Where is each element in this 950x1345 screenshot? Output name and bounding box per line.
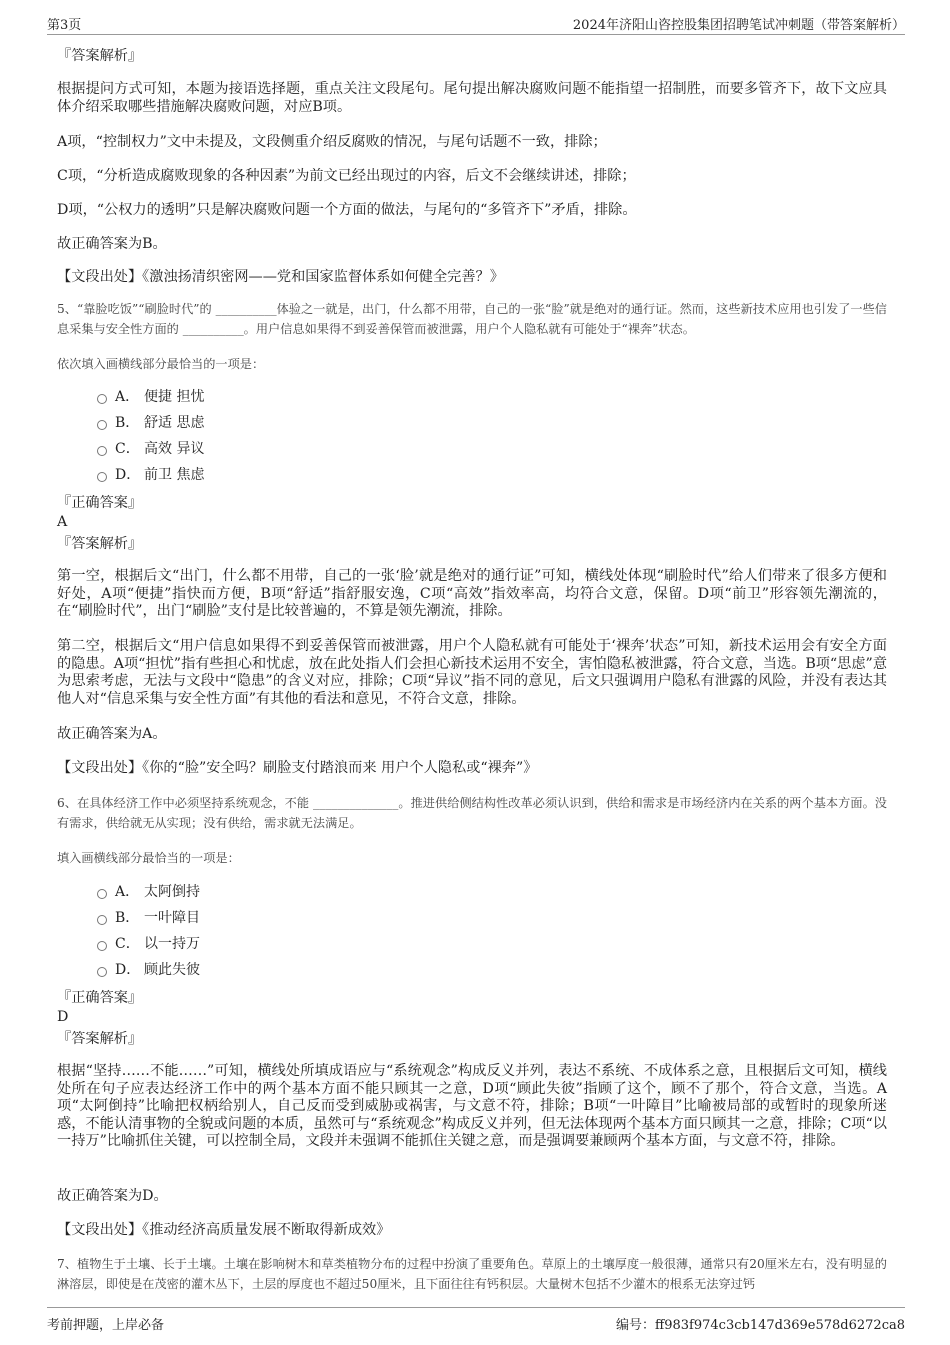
- footer-slogan: 考前押题，上岸必备: [47, 1318, 165, 1333]
- source-citation: 【文段出处】《激浊扬清织密网——党和国家监督体系如何健全完善？》: [57, 269, 504, 285]
- question-stem: 7、植物生于土壤、长于土壤。土壤在影响树木和草类植物分布的过程中扮演了重要角色。草原上的土壤厚度一般很薄，通常只有20厘米左右，没有明显的淋溶层，即使是在茂密的灌木丛下，土层的厚度也不超过50厘米，且下面往往有钙积层。大量树木包括不少灌木的根系无法穿过钙: [57, 1257, 887, 1291]
- options-list: [97, 387, 397, 491]
- option-d[interactable]: D． 前卫 焦虑: [97, 465, 397, 491]
- analysis-paragraph: 第一空，根据后文“出门，什么都不用带，自己的一张‘脸’就是绝对的通行证”可知，横线处体现“刷脸时代”给人们带来了很多方便和好处，A项“便捷”指快而方便，B项“舒适”指舒服安逸，C项“高效”指效率高，均符合文意，保留。D项“前卫”形容领先潮流的，在“刷脸时代”，出门“刷脸”支付是比较普遍的，不算是领先潮流，排除。: [57, 568, 887, 619]
- option-a[interactable]: A． 便捷 担忧: [97, 387, 397, 413]
- analysis-label: 『答案解析』: [57, 1031, 143, 1047]
- answer-conclusion: 故正确答案为A。: [57, 726, 167, 742]
- correct-answer-label: 『正确答案』: [57, 495, 143, 511]
- analysis-paragraph: 第二空，根据后文“用户信息如果得不到妥善保管而被泄露，用户个人隐私就有可能处于‘裸奔’状态”可知，新技术运用会有安全方面的隐患。A项“担忧”指有些担心和忧虑，放在此处指人们会担心新技术运用不安全，害怕隐私被泄露，符合文意，当选。B项“思虑”意为思索考虑，无法与文段中“隐患”的含义对应，排除；C项“异议”指不同的意见，后文只强调用户隐私有泄露的风险，并没有表达其他人对“信息采集与安全性方面”有其他的看法和意见，不符合文意，排除。: [57, 638, 888, 707]
- analysis-paragraph: D项，“公权力的透明”只是解决腐败问题一个方面的做法，与尾句的“多管齐下”矛盾，排除。: [57, 202, 637, 218]
- analysis-paragraph: C项，“分析造成腐败现象的各种因素”为前文已经出现过的内容，后文不会继续讲述，排除；: [57, 168, 636, 184]
- radio-icon[interactable]: [97, 446, 107, 456]
- radio-icon[interactable]: [97, 472, 107, 482]
- radio-icon[interactable]: [97, 915, 107, 925]
- option-a[interactable]: A． 太阿倒持: [97, 882, 397, 908]
- page-number: 第3页: [47, 18, 82, 33]
- radio-icon[interactable]: [97, 941, 107, 951]
- analysis-paragraph: A项，“控制权力”文中未提及，文段侧重介绍反腐败的情况，与尾句话题不一致，排除；: [57, 134, 607, 150]
- correct-answer: D: [57, 1009, 69, 1025]
- answer-conclusion: 故正确答案为D。: [57, 1188, 168, 1204]
- analysis-label: 『答案解析』: [57, 48, 143, 64]
- question-stem: 6、在具体经济工作中必须坚持系统观念，不能 ______________。推进供给侧结构性改革必须认识到，供给和需求是市场经济内在关系的两个基本方面。没有需求，供给就无从实现；没有供给，需求就无法满足。: [57, 796, 887, 830]
- options-list: [97, 882, 397, 986]
- radio-icon[interactable]: [97, 967, 107, 977]
- document-code: 编号：ff983f974c3cb147d369e578d6272ca8: [616, 1318, 905, 1333]
- option-c[interactable]: C． 以一持万: [97, 934, 397, 960]
- option-d[interactable]: D． 顾此失彼: [97, 960, 397, 986]
- analysis-paragraph: 根据提问方式可知，本题为接语选择题，重点关注文段尾句。尾句提出解决腐败问题不能指望一招制胜，而要多管齐下，故下文应具体介绍采取哪些措施解决腐败问题，对应B项。: [57, 81, 887, 115]
- radio-icon[interactable]: [97, 394, 107, 404]
- answer-conclusion: 故正确答案为B。: [57, 236, 167, 252]
- option-c[interactable]: C． 高效 异议: [97, 439, 397, 465]
- correct-answer-label: 『正确答案』: [57, 990, 143, 1006]
- page-header: [47, 12, 905, 35]
- page-footer: [47, 1307, 905, 1336]
- source-citation: 【文段出处】《推动经济高质量发展不断取得新成效》: [57, 1222, 391, 1238]
- correct-answer: A: [57, 514, 68, 530]
- option-b[interactable]: B． 舒适 思虑: [97, 413, 397, 439]
- question-prompt: 依次填入画横线部分最恰当的一项是：: [57, 357, 265, 371]
- analysis-label: 『答案解析』: [57, 536, 143, 552]
- question-prompt: 填入画横线部分最恰当的一项是：: [57, 851, 240, 865]
- radio-icon[interactable]: [97, 420, 107, 430]
- analysis-paragraph: 根据“坚持……不能……”可知，横线处所填成语应与“系统观念”构成反义并列，表达不系统、不成体系之意，且根据后文可知，横线处所在句子应表达经济工作中的两个基本方面不能只顾其一之意，D项“顾此失彼”指顾了这个，顾不了那个，符合文意，当选。A项“太阿倒持”比喻把权柄给别人，自己反而受到威胁或祸害，与文意不符，排除；B项“一叶障目”比喻被局部的或暂时的现象所迷惑，不能认清事物的全貌或问题的本质，虽然可与“系统观念”构成反义并列，但无法体现两个基本方面只顾其一之意，排除；C项“以一持万”比喻抓住关键，可以控制全局，文段并未强调不能抓住关键之意，而是强调要兼顾两个基本方面，与文意不符，排除。: [57, 1063, 887, 1149]
- option-b[interactable]: B． 一叶障目: [97, 908, 397, 934]
- source-citation: 【文段出处】《你的“脸”安全吗？刷脸支付踏浪而来 用户个人隐私或“裸奔”》: [57, 760, 538, 776]
- radio-icon[interactable]: [97, 889, 107, 899]
- document-title: 2024年济阳山咨控股集团招聘笔试冲刺题（带答案解析）: [572, 18, 905, 33]
- question-stem: 5、“靠脸吃饭”“刷脸时代”的 __________体验之一就是，出门，什么都不用带，自己的一张“脸”就是绝对的通行证。然而，这些新技术应用也引发了一些信息采集与安全性方面的 __________。用户信息如果得不到妥善保管而被泄露，用户个人隐私就有可能处于“裸奔”状态。: [57, 302, 887, 336]
